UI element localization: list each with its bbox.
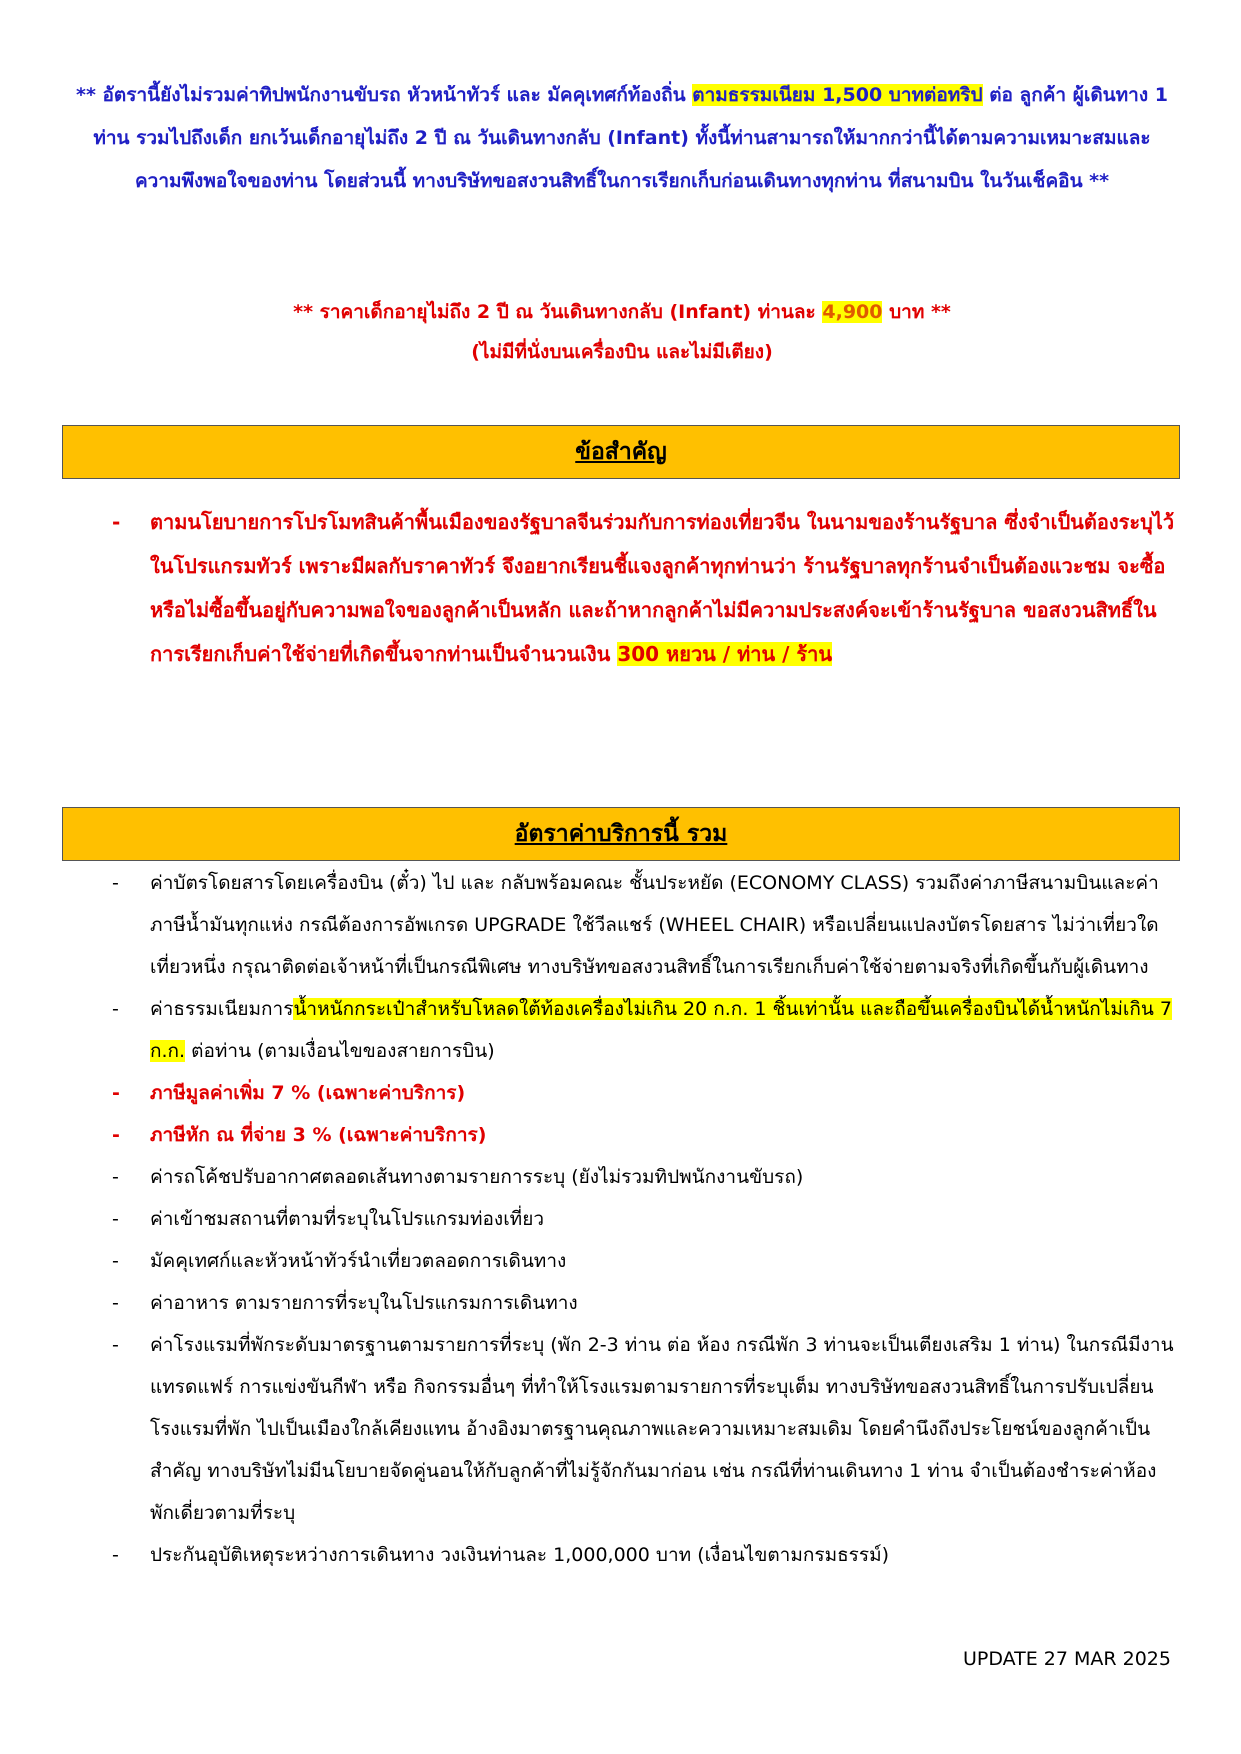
- list-item: [62, 1324, 1180, 1534]
- list-item: [62, 1072, 1180, 1114]
- infant-note-post: บาท **: [882, 301, 951, 323]
- tip-note-highlight: ตามธรรมเนียม 1,500 บาทต่อทริป: [692, 84, 983, 106]
- include-baggage-highlight: น้ำหนักกระเป๋าสำหรับโหลดใต้ท้องเครื่องไม่เกิน 20 ก.ก. 1 ชิ้นเท่านั้น และถือขึ้นเครื่องบินได้น้ำหนักไม่เกิน 7 ก.ก.: [150, 998, 1173, 1062]
- include-insurance: ประกันอุบัติเหตุระหว่างการเดินทาง วงเงินท่านละ 1,000,000 บาท (เงื่อนไขตามกรมธรรม์): [150, 1544, 890, 1566]
- includes-heading: อัตราค่าบริการนี้ รวม: [514, 821, 728, 847]
- include-vat: ภาษีมูลค่าเพิ่ม 7 % (เฉพาะค่าบริการ): [150, 1082, 466, 1104]
- important-list: [62, 500, 1180, 676]
- list-dash: -: [112, 872, 119, 894]
- list-item: [62, 1282, 1180, 1324]
- includes-list: [62, 862, 1180, 1576]
- list-dash: -: [112, 1208, 119, 1230]
- important-heading: ข้อสำคัญ: [575, 439, 667, 465]
- list-dash: -: [112, 1082, 120, 1104]
- infant-note-line1: [72, 292, 1172, 332]
- list-dash: -: [112, 1292, 119, 1314]
- list-item: [62, 988, 1180, 1072]
- include-hotel: ค่าโรงแรมที่พักระดับมาตรฐานตามรายการที่ระบุ (พัก 2-3 ท่าน ต่อ ห้อง กรณีพัก 3 ท่านจะเป็นเตียงเสริม 1 ท่าน) ในกรณีมีงานแทรดแฟร์ การแข่งขันกีฬา หรือ กิจกรรมอื่นๆ ที่ทำให้โรงแรมตามรายการที่ระบุเต็ม ทางบริษัทขอสงวนสิทธิ์ในการปรับเปลี่ยนโรงแรมที่พัก ไปเป็นเมืองใกล้เคียงแทน อ้างอิงมาตรฐานคุณภาพและความเหมาะสมเดิม โดยคำนึงถึงประโยชน์ของลูกค้าเป็นสำคัญ ทางบริษัทไม่มีนโยบายจัดคู่นอนให้กับลูกค้าที่ไม่รู้จักกันมาก่อน เช่น กรณีที่ท่านเดินทาง 1 ท่าน จำเป็นต้องชำระค่าห้องพักเดี่ยวตามที่ระบุ: [150, 1334, 1174, 1524]
- list-item: [62, 1240, 1180, 1282]
- list-item: [62, 1534, 1180, 1576]
- list-dash: -: [112, 1334, 119, 1356]
- tip-note: [72, 74, 1172, 203]
- list-item: [62, 1156, 1180, 1198]
- tip-note-pre: ** อัตรานี้ยังไม่รวมค่าทิปพนักงานขับรถ หัวหน้าทัวร์ และ มัคคุเทศก์ท้องถิ่น: [76, 84, 693, 106]
- list-item: [62, 1198, 1180, 1240]
- include-withholding-tax: ภาษีหัก ณ ที่จ่าย 3 % (เฉพาะค่าบริการ): [150, 1124, 487, 1146]
- include-guide: มัคคุเทศก์และหัวหน้าทัวร์นำเที่ยวตลอดการเดินทาง: [150, 1250, 567, 1272]
- update-date: UPDATE 27 MAR 2025: [962, 1648, 1171, 1670]
- list-item: [62, 862, 1180, 988]
- list-dash: -: [112, 1166, 119, 1188]
- list-dash: -: [112, 510, 121, 534]
- list-dash: -: [112, 1544, 119, 1566]
- includes-heading-band: [62, 807, 1180, 861]
- include-admission: ค่าเข้าชมสถานที่ตามที่ระบุในโปรแกรมท่องเที่ยว: [150, 1208, 545, 1230]
- include-airfare: ค่าบัตรโดยสารโดยเครื่องบิน (ตั๋ว) ไป และ กลับพร้อมคณะ ชั้นประหยัด (ECONOMY CLASS) รวมถึงค่าภาษีสนามบินและค่าภาษีน้ำมันทุกแห่ง กรณีต้องการอัพเกรด UPGRADE ใช้วีลแชร์ (WHEEL CHAIR) หรือเปลี่ยนแปลงบัตรโดยสาร ไม่ว่าเที่ยวใด เที่ยวหนึ่ง กรุณาติดต่อเจ้าหน้าที่เป็นกรณีพิเศษ ทางบริษัทขอสงวนสิทธิ์ในการเรียกเก็บค่าใช้จ่ายตามจริงที่เกิดขึ้นกับผู้เดินทาง: [150, 872, 1159, 978]
- include-baggage-pre: ค่าธรรมเนียมการ: [150, 998, 294, 1020]
- important-text: ตามนโยบายการโปรโมทสินค้าพื้นเมืองของรัฐบาลจีนร่วมกับการท่องเที่ยวจีน ในนามของร้านรัฐบาล ซึ่งจำเป็นต้องระบุไว้ในโปรแกรมทัวร์ เพราะมีผลกับราคาทัวร์ จึงอยากเรียนชี้แจงลูกค้าทุกท่านว่า ร้านรัฐบาลทุกร้านจำเป็นต้องแวะชม จะซื้อหรือไม่ซื้อขึ้นอยู่กับความพอใจของลูกค้าเป็นหลัก และถ้าหากลูกค้าไม่มีความประสงค์จะเข้าร้านรัฐบาล ขอสงวนสิทธิ์ในการเรียกเก็บค่าใช้จ่ายที่เกิดขึ้นจากท่านเป็นจำนวนเงิน: [150, 510, 1175, 666]
- list-item: [62, 500, 1180, 676]
- include-baggage-post: ต่อท่าน (ตามเงื่อนไขของสายการบิน): [185, 1040, 495, 1062]
- include-meals: ค่าอาหาร ตามรายการที่ระบุในโปรแกรมการเดินทาง: [150, 1292, 578, 1314]
- list-item: [62, 1114, 1180, 1156]
- list-dash: -: [112, 1250, 119, 1272]
- include-coach: ค่ารถโค้ชปรับอากาศตลอดเส้นทางตามรายการระบุ (ยังไม่รวมทิปพนักงานขับรถ): [150, 1166, 804, 1188]
- infant-note: [72, 292, 1172, 372]
- tip-note-post: ต่อ ลูกค้า ผู้เดินทาง 1 ท่าน รวมไปถึงเด็ก ยกเว้นเด็กอายุไม่ถึง 2 ปี ณ วันเดินทางกลับ (Infant) ทั้งนี้ท่านสามารถให้มากกว่านี้ได้ตามความเหมาะสมและความพึงพอใจของท่าน โดยส่วนนี้ ทางบริษัทขอสงวนสิทธิ์ในการเรียกเก็บก่อนเดินทางทุกท่าน ที่สนามบิน ในวันเช็คอิน **: [93, 84, 1168, 192]
- list-dash: -: [112, 1124, 120, 1146]
- important-heading-band: [62, 425, 1180, 479]
- infant-note-pre: ** ราคาเด็กอายุไม่ถึง 2 ปี ณ วันเดินทางกลับ (Infant) ท่านละ: [293, 301, 823, 323]
- list-dash: -: [112, 998, 119, 1020]
- infant-price: 4,900: [822, 301, 883, 323]
- important-highlight: 300 หยวน / ท่าน / ร้าน: [617, 642, 833, 666]
- infant-note-line2: (ไม่มีที่นั่งบนเครื่องบิน และไม่มีเตียง): [471, 341, 773, 363]
